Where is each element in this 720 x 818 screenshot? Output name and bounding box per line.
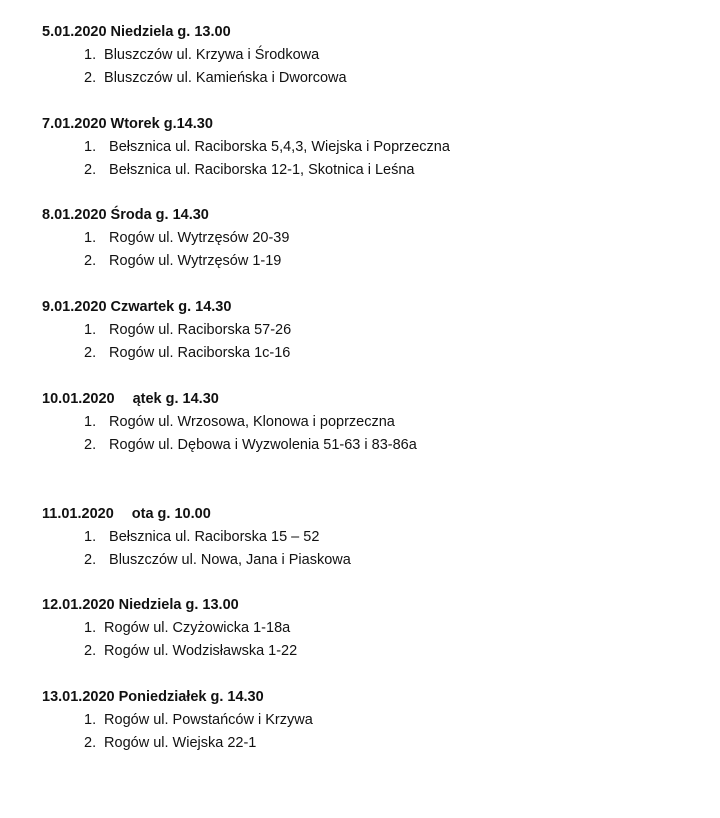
schedule-heading xyxy=(42,687,264,707)
heading-day: Środa g. 14.30 xyxy=(110,207,209,223)
item-number: 1. xyxy=(84,529,97,545)
heading-day: Niedziela g. 13.00 xyxy=(118,597,239,613)
heading-day: Niedziela g. 13.00 xyxy=(110,24,231,40)
item-number: 1. xyxy=(84,620,97,636)
list-item xyxy=(84,228,289,248)
item-text: Rogów ul. Raciborska 1c-16 xyxy=(109,345,291,361)
list-item xyxy=(84,137,450,157)
heading-date: 12.01.2020 xyxy=(42,597,115,613)
heading-date: 11.01.2020 xyxy=(42,506,114,522)
heading-date: 13.01.2020 xyxy=(42,689,115,705)
item-number: 2. xyxy=(84,552,97,568)
item-text: Rogów ul. Dębowa i Wyzwolenia 51-63 i 83-86a xyxy=(109,437,417,453)
schedule-heading xyxy=(42,595,239,615)
item-number: 2. xyxy=(84,437,97,453)
heading-date: 9.01.2020 xyxy=(42,299,107,315)
list-item xyxy=(84,160,415,180)
item-number: 2. xyxy=(84,162,97,178)
list-item xyxy=(84,618,290,638)
item-text: Bełsznica ul. Raciborska 15 – 52 xyxy=(109,529,320,545)
item-text: Rogów ul. Wrzosowa, Klonowa i poprzeczna xyxy=(109,414,395,430)
item-text: Rogów ul. Wytrzęsów 1-19 xyxy=(109,253,282,269)
item-text: Rogów ul. Wodzisławska 1-22 xyxy=(104,643,298,659)
item-text: Bełsznica ul. Raciborska 5,4,3, Wiejska i Poprzeczna xyxy=(109,139,450,155)
list-item xyxy=(84,435,417,455)
item-number: 2. xyxy=(84,643,97,659)
list-item xyxy=(84,550,351,570)
item-text: Rogów ul. Wytrzęsów 20-39 xyxy=(109,230,290,246)
heading-day: Poniedziałek g. 14.30 xyxy=(118,689,264,705)
item-text: Bluszczów ul. Kamieńska i Dworcowa xyxy=(104,70,347,86)
schedule-heading xyxy=(42,297,231,317)
schedule-heading xyxy=(42,389,219,409)
item-text: Bełsznica ul. Raciborska 12-1, Skotnica i Leśna xyxy=(109,162,415,178)
schedule-heading xyxy=(42,205,209,225)
heading-day: ątek g. 14.30 xyxy=(132,391,219,407)
list-item xyxy=(84,641,297,661)
item-text: Bluszczów ul. Nowa, Jana i Piaskowa xyxy=(109,552,351,568)
item-text: Rogów ul. Powstańców i Krzywa xyxy=(104,712,313,728)
item-text: Bluszczów ul. Krzywa i Środkowa xyxy=(104,47,320,63)
schedule-heading xyxy=(42,114,213,134)
list-item xyxy=(84,251,281,271)
item-number: 1. xyxy=(84,139,97,155)
list-item xyxy=(84,733,256,753)
item-number: 1. xyxy=(84,712,97,728)
item-number: 2. xyxy=(84,253,97,269)
item-number: 2. xyxy=(84,345,97,361)
list-item xyxy=(84,412,395,432)
heading-date: 7.01.2020 xyxy=(42,116,107,132)
heading-day: Wtorek g.14.30 xyxy=(110,116,213,132)
item-number: 2. xyxy=(84,70,97,86)
heading-day: ota g. 10.00 xyxy=(131,506,211,522)
list-item xyxy=(84,45,319,65)
heading-date: 10.01.2020 xyxy=(42,391,115,407)
list-item xyxy=(84,527,319,547)
list-item xyxy=(84,68,347,88)
heading-date: 5.01.2020 xyxy=(42,24,107,40)
list-item xyxy=(84,710,313,730)
heading-date: 8.01.2020 xyxy=(42,207,107,223)
item-text: Rogów ul. Wiejska 22-1 xyxy=(104,735,257,751)
item-text: Rogów ul. Czyżowicka 1-18a xyxy=(104,620,291,636)
item-number: 1. xyxy=(84,230,97,246)
schedule-heading xyxy=(42,504,211,524)
schedule-heading xyxy=(42,22,231,42)
heading-day: Czwartek g. 14.30 xyxy=(110,299,232,315)
item-number: 2. xyxy=(84,735,97,751)
item-number: 1. xyxy=(84,322,97,338)
list-item xyxy=(84,320,291,340)
item-number: 1. xyxy=(84,47,97,63)
item-text: Rogów ul. Raciborska 57-26 xyxy=(109,322,292,338)
item-number: 1. xyxy=(84,414,97,430)
list-item xyxy=(84,343,290,363)
